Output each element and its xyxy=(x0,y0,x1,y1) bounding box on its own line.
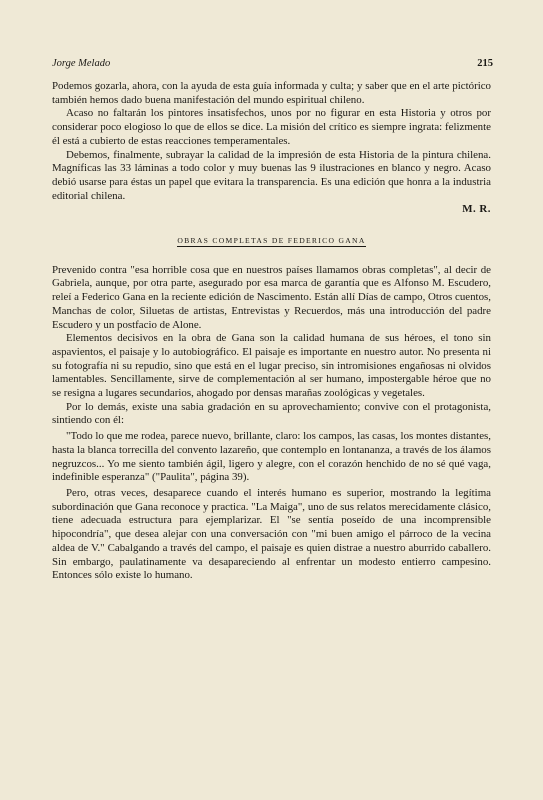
article-paragraph: Pero, otras veces, desaparece cuando el interés humano es superior, mostrando la legítima subordinación que Gana reconoce y practica. "La Maiga", uno de sus relatos merecidamente clásico, tiene adecuada estructura para ejemplarizar. El "se sentía poseído de una incomprensible hipocondría", que desea alejar con una conversación con "mi buen amigo el párroco de la vecina aldea de V." Cabalgando a través del campo, el paisaje es quien distrae a nuestro aburrido caballero. Sin embargo, paulatinamente va desapareciendo al enfrentar un modesto entierro campesino. Entonces sólo existe lo humano. xyxy=(52,486,491,582)
page-number: 215 xyxy=(477,58,493,69)
review-paragraph: Acaso no faltarán los pintores insatisfechos, unos por no figurar en esta Historia y otros por considerar poco elogioso lo que de ellos se dice. La misión del crítico es siempre ingrata: felizmente él está a cubierto de estas reacciones temperamentales. xyxy=(52,107,491,147)
section-title-text: OBRAS COMPLETAS DE FEDERICO GANA xyxy=(177,236,366,246)
page-body xyxy=(52,80,491,583)
running-header-author: Jorge Melado xyxy=(52,58,111,69)
article-paragraph: Elementos decisivos en la obra de Gana son la calidad humana de sus héroes, el tono sin aspavientos, el paisaje y lo autobiográfico. El paisaje es importante en nuestro autor. No presenta ni su fotografía ni su repudio, sino que está en el lugar preciso, sin intromisiones engañosas ni olvidos lamentables. Sencillamente, sirve de complementación al ser humano, impostergable héroe que no se resigna a lugares secundarios, ahogado por densas marañas zoológicas y vegetales. xyxy=(52,332,491,400)
review-paragraph: Debemos, finalmente, subrayar la calidad de la impresión de esta Historia de la pintura chilena. Magníficas las 33 láminas a todo color y muy buenas las 9 ilustraciones en blanco y negro. Acaso debió usarse para éstas un papel que evitara la transparencia. Es una edición que honra a la industria editorial chilena. xyxy=(52,148,491,202)
section-title xyxy=(52,234,491,248)
review-signature: M. R. xyxy=(462,203,491,216)
running-header xyxy=(52,58,493,69)
article-paragraph: Por lo demás, existe una sabia gradación en su aprovechamiento; convive con el protagonista, sintiendo con él: xyxy=(52,400,491,427)
article-paragraph: Prevenido contra "esa horrible cosa que en nuestros países llamamos obras completas", al decir de Gabriela, aunque, por otra parte, asegurado por esa marca de garantía que es Alfonso M. Escudero, releí a Federico Gana en la reciente edición de Nascimento. Están allí Días de campo, Otros cuentos, Manchas de color, Siluetas de artistas, Entrevistas y Recuerdos, más una introducción del padre Escudero y un postfacio de Alone. xyxy=(52,263,491,331)
article-quote: "Todo lo que me rodea, parece nuevo, brillante, claro: los campos, las casas, los montes distantes, hasta la blanca torrecilla del convento lazareño, que contemplo en lontananza, a través de los álamos negruzcos... Yo me siento también ágil, ligero y alegre, con el corazón henchido de no sé qué vaga, indefinible esperanza" ("Paulita", página 39). xyxy=(52,430,491,484)
review-paragraph: Podemos gozarla, ahora, con la ayuda de esta guía informada y culta; y saber que en el arte pictórico también hemos dado buena manifestación del mundo espiritual chileno. xyxy=(52,80,491,106)
